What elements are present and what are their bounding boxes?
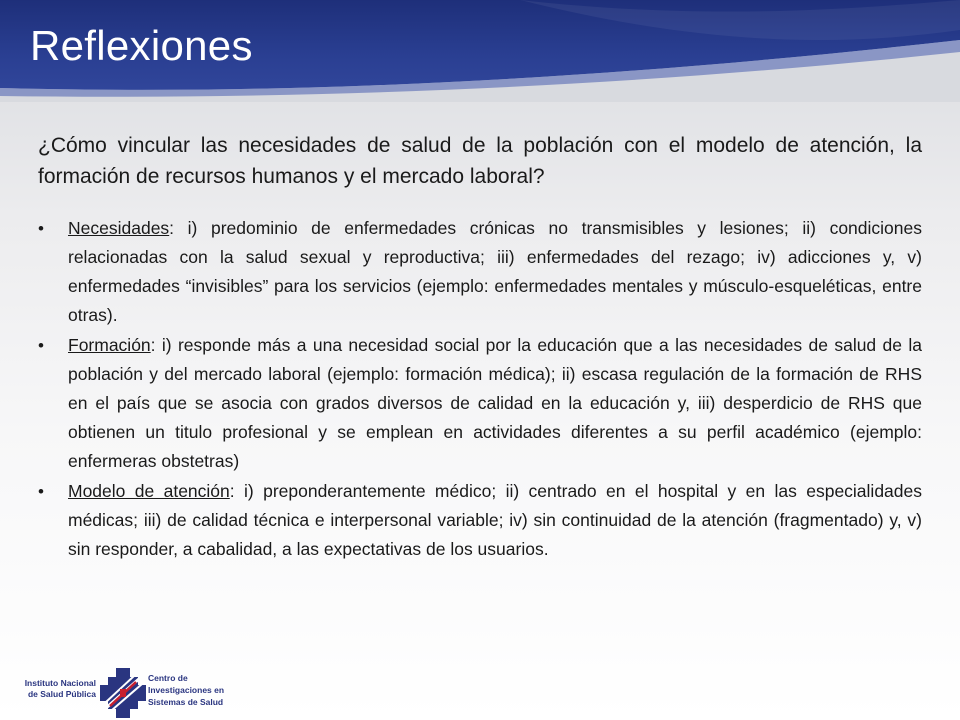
bullet-item-formacion — [38, 331, 922, 476]
bullet-term: Formación — [68, 335, 151, 355]
institute-line: de Salud Pública — [27, 689, 96, 699]
institute-line: Centro de — [148, 673, 188, 683]
institute-line: Sistemas de Salud — [148, 697, 224, 707]
insp-cross-logo-icon — [100, 668, 146, 718]
bullet-dot-icon: • — [38, 219, 44, 238]
slide-header — [0, 0, 960, 102]
bullet-dot-icon: • — [38, 336, 44, 355]
bullet-item-modelo-atencion — [38, 477, 922, 564]
bullet-text: : i) responde más a una necesidad social por la educación que a las necesidades de salud de la población y del mercado laboral (ejemplo: formación médica); ii) escasa regulación de la formación de RHS en el país que se asocia con grados diversos de calidad en la educación y, iii) desperdicio de RHS que obtienen un titulo profesional y se emplean en actividades diferentes a su perfil académico (ejemplo: enfermeras obstetras) — [68, 335, 922, 471]
institute-name-left — [8, 678, 96, 700]
bullet-term: Modelo de atención — [68, 481, 230, 501]
bullet-list — [38, 214, 922, 564]
question-text: ¿Cómo vincular las necesidades de salud de la población con el modelo de atención, la formación de recursos humanos y el mercado laboral? — [38, 134, 922, 188]
slide-content — [38, 130, 922, 565]
bullet-text: : i) predominio de enfermedades crónicas no transmisibles y lesiones; ii) condiciones relacionadas con la salud sexual y reproductiva; iii) enfermedades del rezago; iv) adicciones y, v) enfermedades “invisibles” para los servicios (ejemplo: enfermedades mentales y músculo-esqueléticas, entre otras). — [68, 218, 922, 325]
slide-title: Reflexiones — [30, 22, 253, 69]
bullet-term: Necesidades — [68, 218, 170, 238]
institute-name-right — [148, 672, 258, 708]
bullet-text: : i) preponderantemente médico; ii) centrado en el hospital y en las especialidades médicas; iii) de calidad técnica e interpersonal variable; iv) sin continuidad de la atención (fragmentado) y, v) sin responder, a cabalidad, a las expectativas de los usuarios. — [68, 481, 922, 559]
bullet-item-necesidades — [38, 214, 922, 330]
institute-line: Investigaciones en — [148, 685, 225, 695]
institute-line: Instituto Nacional — [24, 678, 96, 688]
slide-footer — [0, 660, 960, 720]
bullet-dot-icon: • — [38, 482, 44, 501]
